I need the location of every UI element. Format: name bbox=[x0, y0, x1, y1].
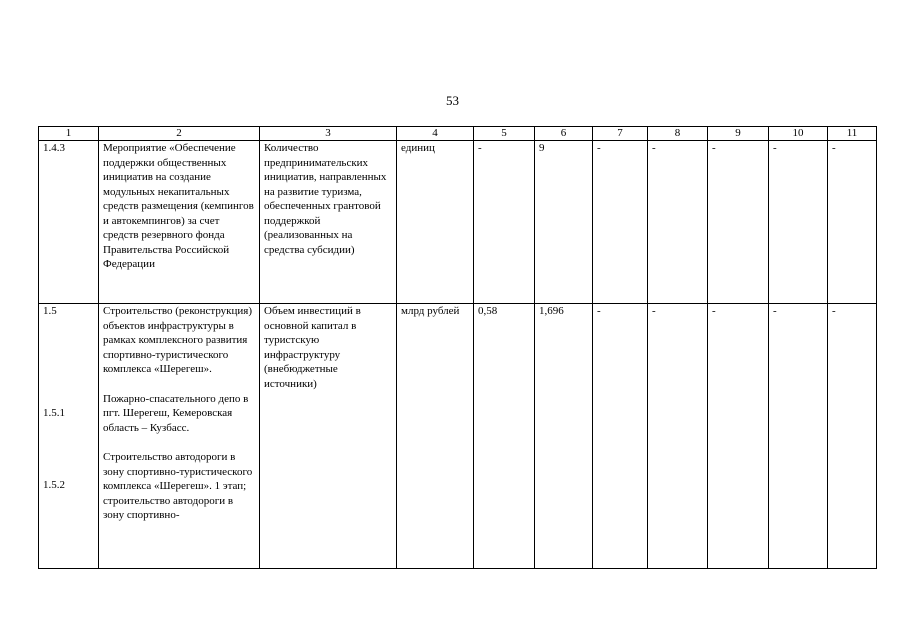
item-number: 1.5 bbox=[43, 305, 57, 317]
table-row bbox=[39, 304, 877, 569]
row-value-7: - bbox=[593, 141, 648, 304]
row-value-8: - bbox=[648, 304, 708, 569]
header-cell-2: 2 bbox=[99, 127, 260, 141]
row-description: Мероприятие «Обеспечение поддержки общественных инициатив на создание модульных некапитальных средств размещения (кемпингов и автокемпингов) за счет средств резервного фонда Правительства Российской Федерации bbox=[99, 141, 260, 304]
row-value-10: - bbox=[769, 304, 828, 569]
header-cell-10: 10 bbox=[769, 127, 828, 141]
table-row bbox=[39, 141, 877, 304]
subitem-number: 1.5.1 bbox=[43, 406, 65, 419]
header-cell-1: 1 bbox=[39, 127, 99, 141]
row-value-7: - bbox=[593, 304, 648, 569]
row-value-5: - bbox=[474, 141, 535, 304]
row-unit: единиц bbox=[397, 141, 474, 304]
header-cell-7: 7 bbox=[593, 127, 648, 141]
row-value-10: - bbox=[769, 141, 828, 304]
row-value-9: - bbox=[708, 304, 769, 569]
row-value-6: 1,696 bbox=[535, 304, 593, 569]
header-cell-4: 4 bbox=[397, 127, 474, 141]
row-value-8: - bbox=[648, 141, 708, 304]
row-description bbox=[99, 304, 260, 569]
header-cell-9: 9 bbox=[708, 127, 769, 141]
row-indicator: Объем инвестиций в основной капитал в туристскую инфраструктуру (внебюджетные источники) bbox=[260, 304, 397, 569]
subitem-description: Строительство автодороги в зону спортивно-туристического комплекса «Шерегеш». 1 этап; строительство автодороги в зону спортивно- bbox=[103, 451, 253, 521]
page-number: 53 bbox=[446, 93, 459, 108]
row-unit: млрд рублей bbox=[397, 304, 474, 569]
subitem-number: 1.5.2 bbox=[43, 479, 65, 491]
header-cell-6: 6 bbox=[535, 127, 593, 141]
row-number: 1.4.3 bbox=[39, 141, 99, 304]
header-row bbox=[39, 127, 877, 141]
row-value-5: 0,58 bbox=[474, 304, 535, 569]
row-value-11: - bbox=[828, 141, 877, 304]
header-cell-11: 11 bbox=[828, 127, 877, 141]
header-cell-8: 8 bbox=[648, 127, 708, 141]
header-cell-5: 5 bbox=[474, 127, 535, 141]
row-indicator: Количество предпринимательских инициатив, направленных на развитие туризма, обеспеченных грантовой поддержкой (реализованных на средства субсидии) bbox=[260, 141, 397, 304]
row-value-6: 9 bbox=[535, 141, 593, 304]
row-value-11: - bbox=[828, 304, 877, 569]
row-value-9: - bbox=[708, 141, 769, 304]
indicators-table bbox=[38, 126, 877, 569]
subitem-description: Пожарно-спасательного депо в пгт. Шерегеш, Кемеровская область – Кузбасс. bbox=[103, 392, 249, 434]
row-number bbox=[39, 304, 99, 569]
item-description: Строительство (реконструкция) объектов инфраструктуры в рамках комплексного развития спортивно-туристического комплекса «Шерегеш». bbox=[103, 305, 253, 375]
header-cell-3: 3 bbox=[260, 127, 397, 141]
